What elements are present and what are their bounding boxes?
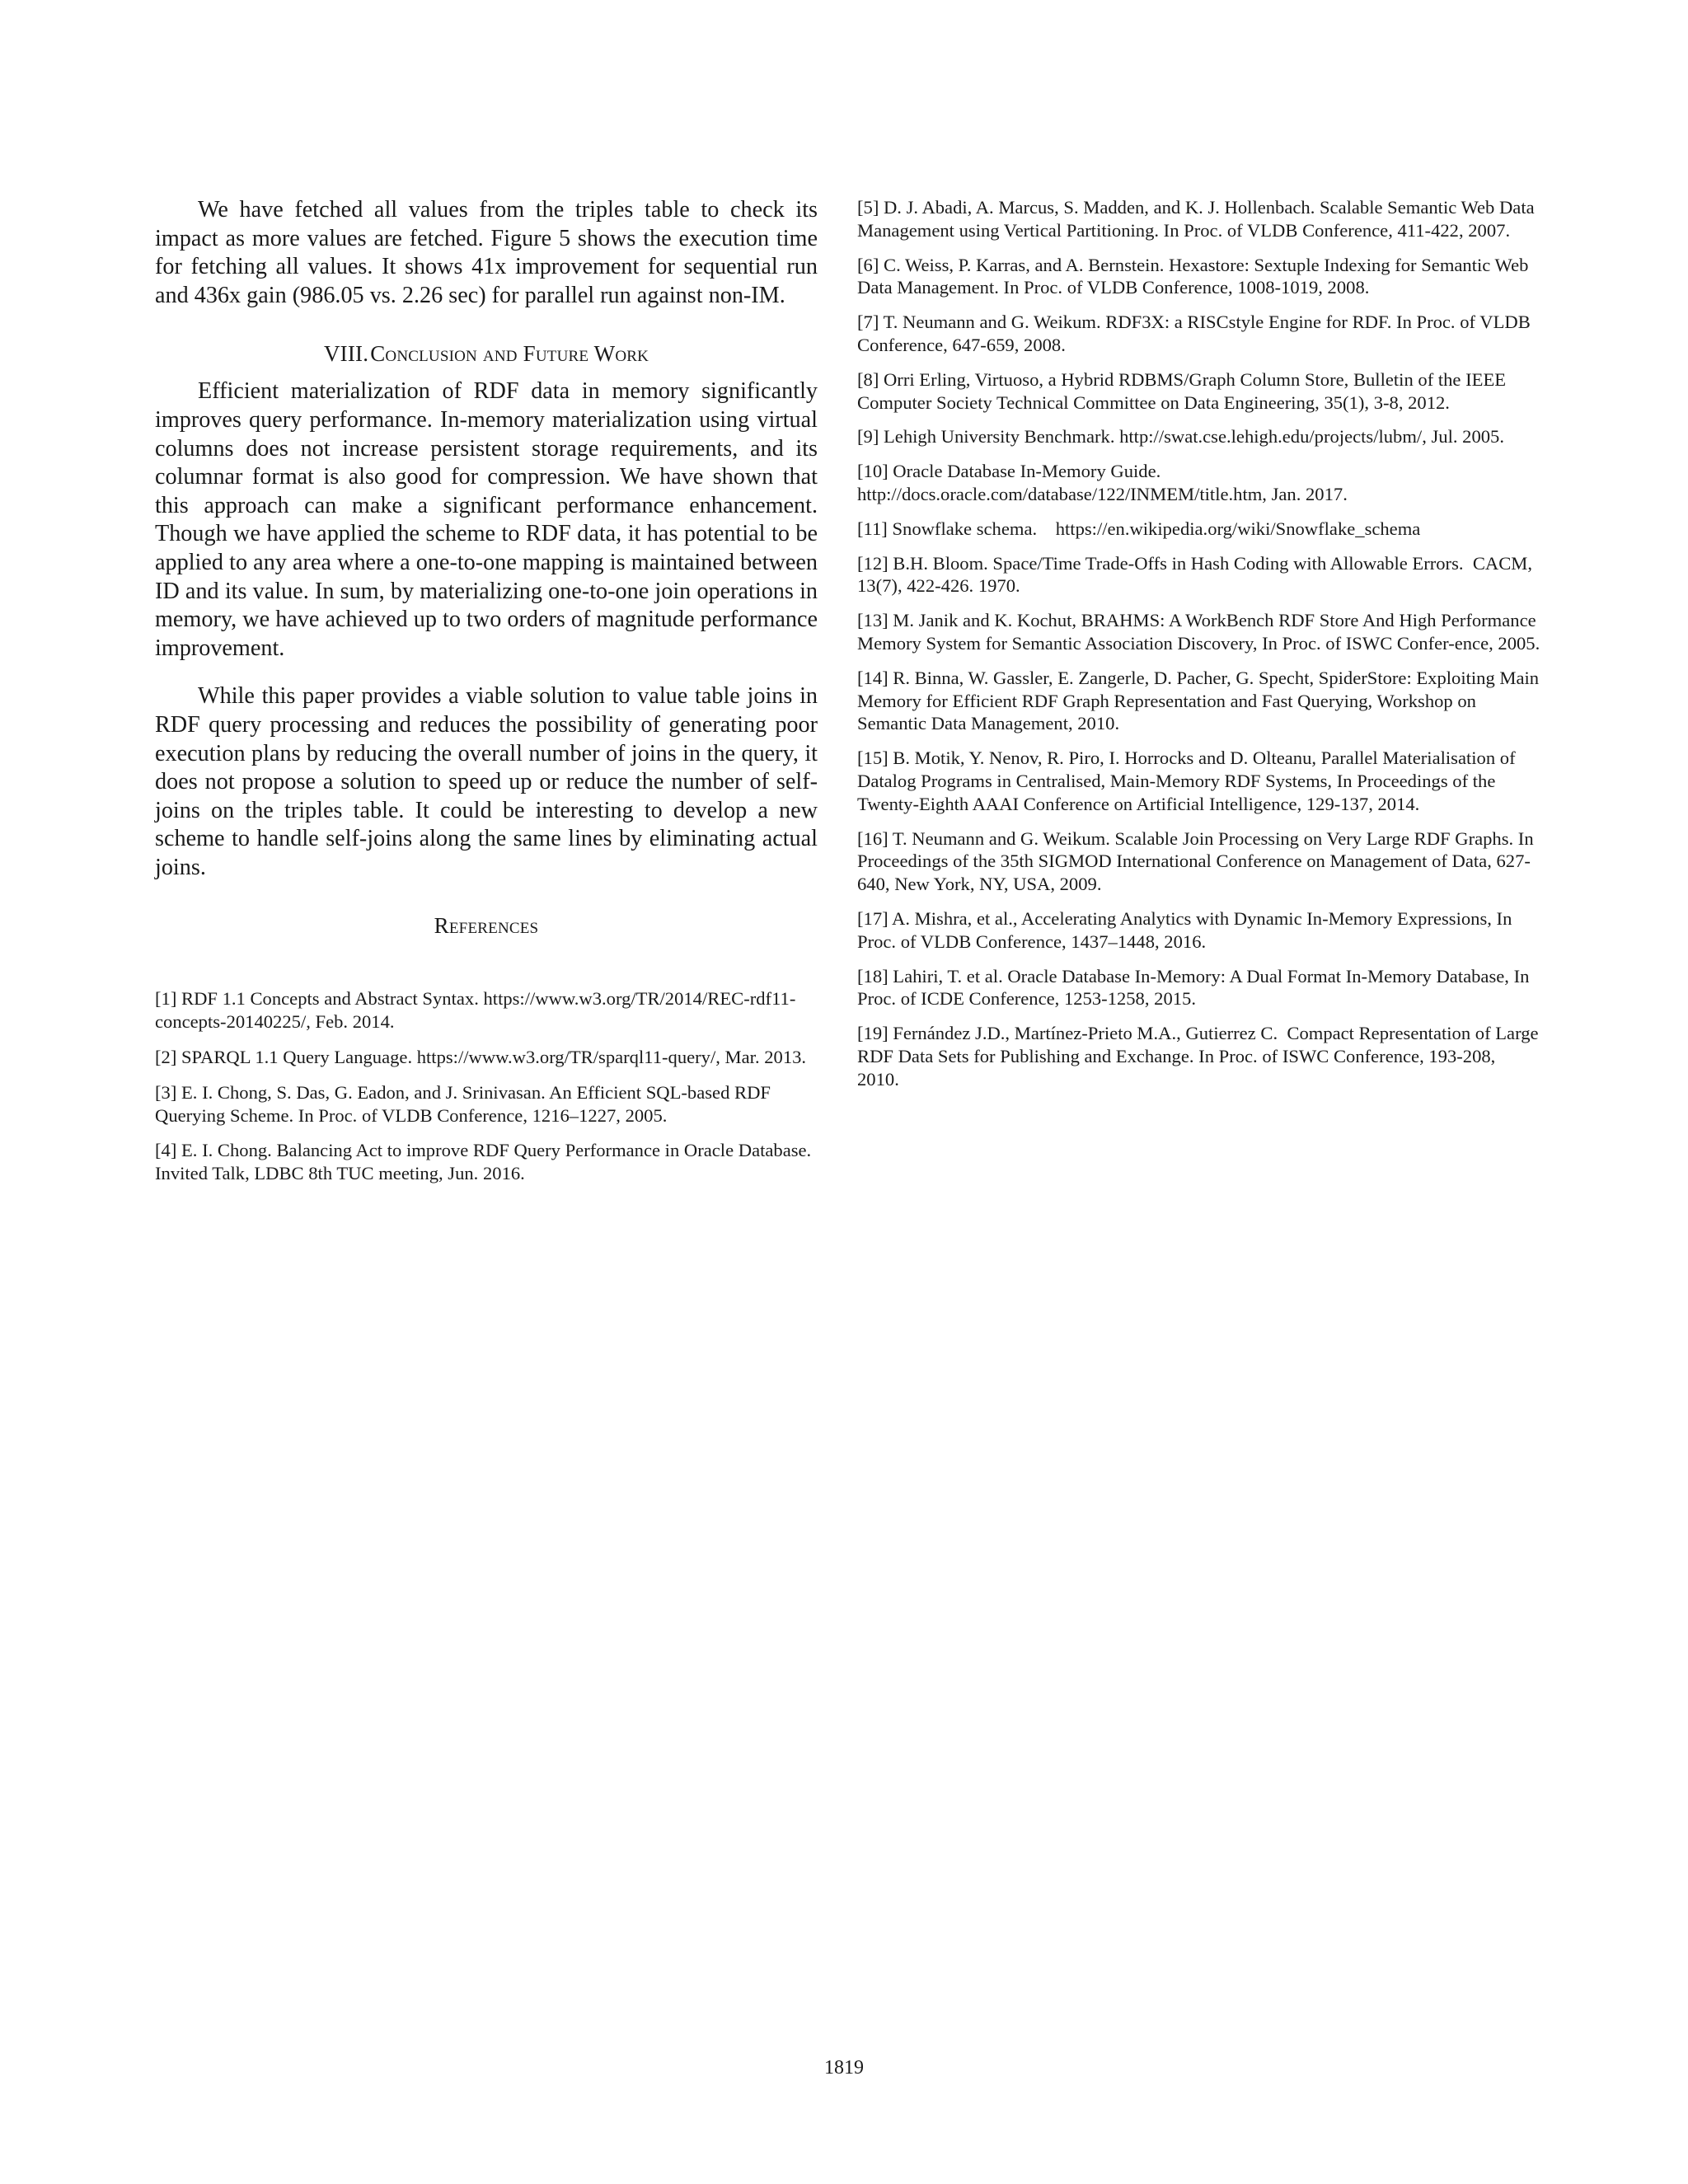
reference-item: [1] RDF 1.1 Concepts and Abstract Syntax. https://www.w3.org/TR/2014/REC-rdf11-concepts-20140225/, Feb. 2014.: [155, 988, 796, 1033]
reference-item: [13] M. Janik and K. Kochut, BRAHMS: A WorkBench RDF Store And High Performance Memory System for Semantic Association Discovery, In Proc. of ISWC Confer-ence, 2005.: [857, 610, 1540, 654]
conclusion-paragraph-1: Efficient materialization of RDF data in memory significantly improves query performance. In-memory materialization using virtual columns does not increase persistent storage requirements, and its columnar format is also good for compression. We have shown that this approach can make a significant performance enhancement. Though we have applied the scheme to RDF data, it has potential to be applied to any area where a one-to-one mapping is maintained between ID and its value. In sum, by materializing one-to-one join operations in memory, we have achieved up to two orders of magnitude performance improvement.: [155, 378, 818, 661]
section-title: Conclusion and Future Work: [370, 341, 649, 367]
reference-item: [5] D. J. Abadi, A. Marcus, S. Madden, and K. J. Hollenbach. Scalable Semantic Web Data Management using Vertical Partitioning. In Proc. of VLDB Conference, 411-422, 2007.: [857, 197, 1535, 241]
right-column: [857, 196, 1544, 1103]
page-number: 1819: [824, 2057, 864, 2079]
reference-item: [3] E. I. Chong, S. Das, G. Eadon, and J. Srinivasan. An Efficient SQL-based RDF Querying Scheme. In Proc. of VLDB Conference, 1216–1227, 2005.: [155, 1081, 771, 1126]
reference-item: [9] Lehigh University Benchmark. http://swat.cse.lehigh.edu/projects/lubm/, Jul. 2005.: [857, 426, 1504, 448]
results-paragraph: We have fetched all values from the triples table to check its impact as more values are fetched. Figure 5 shows the execution time for fetching all values. It shows 41x improvement for sequential run and 436x gain (986.05 vs. 2.26 sec) for parallel run against non-IM.: [155, 197, 818, 308]
reference-item: [4] E. I. Chong. Balancing Act to improve RDF Query Performance in Oracle Database. Invited Talk, LDBC 8th TUC meeting, Jun. 2016.: [155, 1140, 812, 1184]
reference-item: [15] B. Motik, Y. Nenov, R. Piro, I. Horrocks and D. Olteanu, Parallel Materialisation of Datalog Programs in Centralised, Main-Memory RDF Systems, In Proceedings of the Twenty-Eighth AAAI Conference on Artificial Intelligence, 129-137, 2014.: [857, 748, 1516, 814]
reference-item: [14] R. Binna, W. Gassler, E. Zangerle, D. Pacher, G. Specht, SpiderStore: Exploiting Main Memory for Efficient RDF Graph Representation and Fast Querying, Workshop on Semantic Data Management, 2010.: [857, 667, 1540, 734]
reference-item: [19] Fernández J.D., Martínez-Prieto M.A., Gutierrez C. Compact Representation of Large RDF Data Sets for Publishing and Exchange. In Proc. of ISWC Conference, 193-208, 2010.: [857, 1023, 1544, 1090]
reference-item: [7] T. Neumann and G. Weikum. RDF3X: a RISCstyle Engine for RDF. In Proc. of VLDB Conference, 647-659, 2008.: [857, 312, 1531, 355]
reference-item: [6] C. Weiss, P. Karras, and A. Bernstein. Hexastore: Sextuple Indexing for Semantic Web Data Management. In Proc. of VLDB Conference, 1008-1019, 2008.: [857, 254, 1529, 298]
left-column: [155, 196, 818, 1197]
reference-item: [12] B.H. Bloom. Space/Time Trade-Offs in Hash Coding with Allowable Errors. CACM, 13(7), 422-426. 1970.: [857, 552, 1537, 597]
section-heading-conclusion: [155, 340, 818, 368]
reference-item: [18] Lahiri, T. et al. Oracle Database In-Memory: A Dual Format In-Memory Database, In Proc. of ICDE Conference, 1253-1258, 2015.: [857, 965, 1530, 1010]
reference-item: [16] T. Neumann and G. Weikum. Scalable Join Processing on Very Large RDF Graphs. In Proceedings of the 35th SIGMOD International Conference on Management of Data, 627-640, New York, NY, USA, 2009.: [857, 827, 1534, 895]
reference-item: [11] Snowflake schema. https://en.wikipedia.org/wiki/Snowflake_schema: [857, 518, 1421, 539]
reference-item: [17] A. Mishra, et al., Accelerating Analytics with Dynamic In-Memory Expressions, In Proc. of VLDB Conference, 1437–1448, 2016.: [857, 907, 1512, 952]
reference-item: [10] Oracle Database In-Memory Guide. http://docs.oracle.com/database/122/INMEM/title.htm, Jan. 2017.: [857, 461, 1348, 504]
references-heading: References: [434, 913, 539, 939]
conclusion-paragraph-2: While this paper provides a viable solution to value table joins in RDF query processing and reduces the possibility of generating poor execution plans by reducing the overall number of joins in the query, it does not propose a solution to speed up or reduce the number of self-joins on the triples table. It could be interesting to develop a new scheme to handle self-joins along the same lines by eliminating actual joins.: [155, 683, 818, 880]
reference-item: [8] Orri Erling, Virtuoso, a Hybrid RDBMS/Graph Column Store, Bulletin of the IEEE Computer Society Technical Committee on Data Engineering, 35(1), 3-8, 2012.: [857, 368, 1507, 413]
section-number: VIII.: [323, 341, 369, 367]
reference-item: [2] SPARQL 1.1 Query Language. https://www.w3.org/TR/sparql11-query/, Mar. 2013.: [155, 1047, 807, 1068]
